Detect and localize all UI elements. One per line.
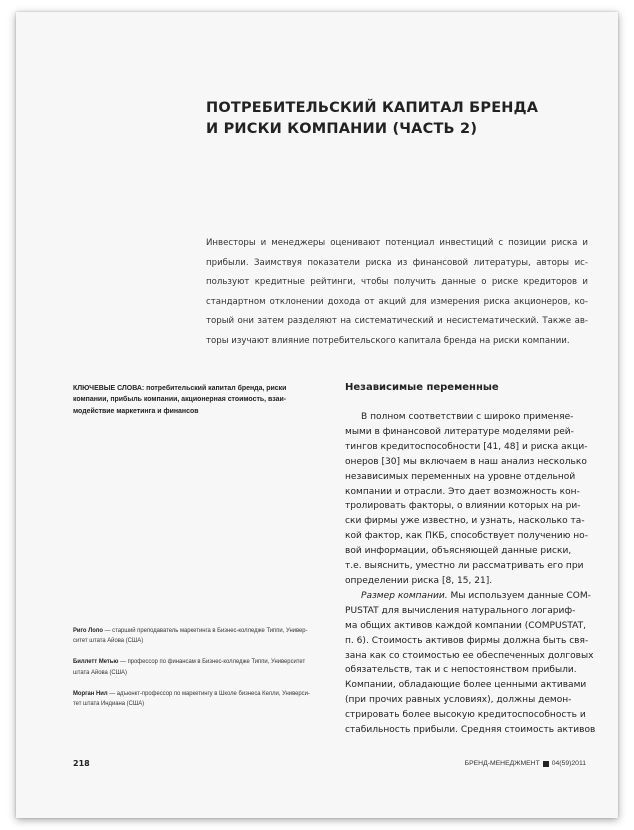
body-line-text: В полном соответствии с широко применяе- (361, 412, 574, 422)
author-note (73, 626, 314, 646)
body-line (345, 425, 591, 440)
journal-page (16, 12, 618, 818)
body-line (345, 574, 591, 589)
author-line (73, 699, 314, 709)
body-line-text: (при прочих равных условиях), должны демон- (345, 695, 572, 706)
author-line (73, 668, 314, 678)
body-line (345, 678, 591, 693)
body-line-text: тролировать факторы, о влиянии которых на ри- (345, 501, 581, 512)
author-affiliation: — адъюнкт-профессор по маркетингу в Школе бизнеса Келли, Универси- (109, 689, 310, 697)
journal-footer (465, 760, 586, 767)
author-affiliation: — профессор по финансам в Бизнес-колледже Типпи, Университет (120, 658, 306, 666)
body-line-text: тингов кредитоспособности [41, 48] и риска акци- (345, 441, 588, 452)
journal-name: БРЕНД-МЕНЕДЖМЕНТ (464, 760, 540, 767)
body-line (345, 559, 591, 574)
author-name: Морган Нил (73, 689, 108, 697)
abstract-line: стандартном отклонении дохода от акций для измерения риска акционеров, ко- (206, 296, 588, 307)
body-line-text: онеров [30] мы включаем в наш анализ несколько (345, 456, 587, 467)
author-line (73, 636, 314, 646)
body-line-text: ма общих активов каждой компании (COMPUSTAT, (345, 620, 587, 631)
body-line (345, 619, 591, 634)
body-line (345, 499, 591, 514)
body-line (345, 693, 591, 708)
author-note (73, 657, 314, 677)
article-title (206, 98, 586, 140)
body-line-text: вой информации, объясняющей данные риски, (345, 546, 572, 557)
body-line-text: PUSTAT для вычисления натурального логариф- (345, 605, 576, 616)
body-line (345, 604, 591, 619)
author-affiliation: — старший преподаватель маркетинга в Бизнес-колледже Типпи, Универ- (104, 627, 308, 634)
body-line-text: зана как со стоимостью ее обеспеченных долговых (345, 650, 594, 661)
body-line (345, 723, 596, 738)
body-line-text: Мы используем данные COM- (447, 590, 591, 601)
author-name: Биллетт Метью (73, 658, 119, 666)
abstract-line: Инвесторы и менеджеры оценивают потенциал инвестиций с позиции риска и (206, 238, 588, 248)
author-note (73, 689, 314, 709)
body-line (345, 589, 591, 604)
body-line (345, 544, 591, 559)
body-line-text: т.е. выяснить, уместно ли рассматривать его при (345, 561, 584, 572)
keywords-line: компании, прибыль компании, акционерная стоимость, взаи- (73, 394, 287, 404)
abstract-line: торы изучают влияние потребительского капитала бренда на риски компании. (206, 335, 570, 346)
body-line-text: обязательств, так и с непостоянством прибыли. (345, 665, 577, 676)
body-line-text: ски фирмы уже известно, и узнать, насколько та- (345, 516, 585, 527)
body-line-text: стабильность прибыли. Средняя стоимость активов (345, 725, 596, 736)
body-line (345, 649, 594, 664)
body-line-text: стрировать более высокую кредитоспособность и (345, 710, 586, 721)
body-line-text: независимых переменных на уровне отдельной (345, 471, 576, 482)
body-line (345, 470, 591, 485)
author-line (73, 657, 314, 667)
body-text (345, 410, 596, 738)
journal-issue: 04(59)2011 (551, 760, 586, 767)
abstract-line: пользуют кредитные рейтинги, чтобы получить данные о риске кредиторов и (206, 277, 588, 288)
body-line (345, 410, 591, 425)
abstract-line: прибыли. Заимствуя показатели риска из финансовой литературы, авторы ис- (206, 257, 588, 268)
body-line (345, 529, 591, 544)
subsection-label: Размер компании. (361, 590, 448, 601)
author-notes (73, 626, 314, 720)
body-line (345, 485, 591, 500)
body-line (345, 440, 591, 455)
body-line (345, 708, 591, 723)
author-affiliation: тет штата Индиана (США) (73, 700, 145, 708)
author-affiliation: ситет штата Айова (США) (73, 637, 144, 645)
author-line (73, 626, 314, 636)
keywords-line: КЛЮЧЕВЫЕ СЛОВА: потребительский капитал бренда, риски (73, 383, 287, 392)
body-line-text: компании и отрасли. Это дает возможность кон- (345, 486, 580, 497)
author-affiliation: штата Айова (США) (73, 668, 127, 676)
page-number: 218 (73, 759, 90, 768)
body-line-text: кой фактор, как ПКБ, способствует получению но- (345, 531, 588, 542)
body-line-text: определении риска [8, 15, 21]. (345, 575, 493, 586)
body-line (345, 455, 591, 470)
body-line (345, 663, 591, 678)
title-line: И РИСКИ КОМПАНИИ (ЧАСТЬ 2) (206, 121, 478, 137)
author-line (73, 689, 314, 699)
body-line-text: п. 6). Стоимость активов фирмы должна быть свя- (345, 635, 589, 646)
keywords-line: модействие маркетинга и финансов (73, 405, 199, 415)
author-name: Риго Лопо (73, 627, 104, 634)
body-line-text: Компании, обладающие более ценными активами (345, 680, 587, 691)
body-line (345, 514, 591, 529)
article-abstract (206, 234, 588, 352)
title-line: ПОТРЕБИТЕЛЬСКИЙ КАПИТАЛ БРЕНДА (206, 100, 539, 116)
body-line (345, 634, 591, 649)
square-separator-icon (543, 761, 549, 767)
keywords-block (73, 382, 319, 416)
abstract-line: торый они затем разделяют на систематический и несистематический. Также ав- (206, 316, 588, 327)
section-heading: Независимые переменные (345, 382, 499, 393)
body-line-text: мыми в финансовой литературе моделями рей- (345, 426, 574, 437)
